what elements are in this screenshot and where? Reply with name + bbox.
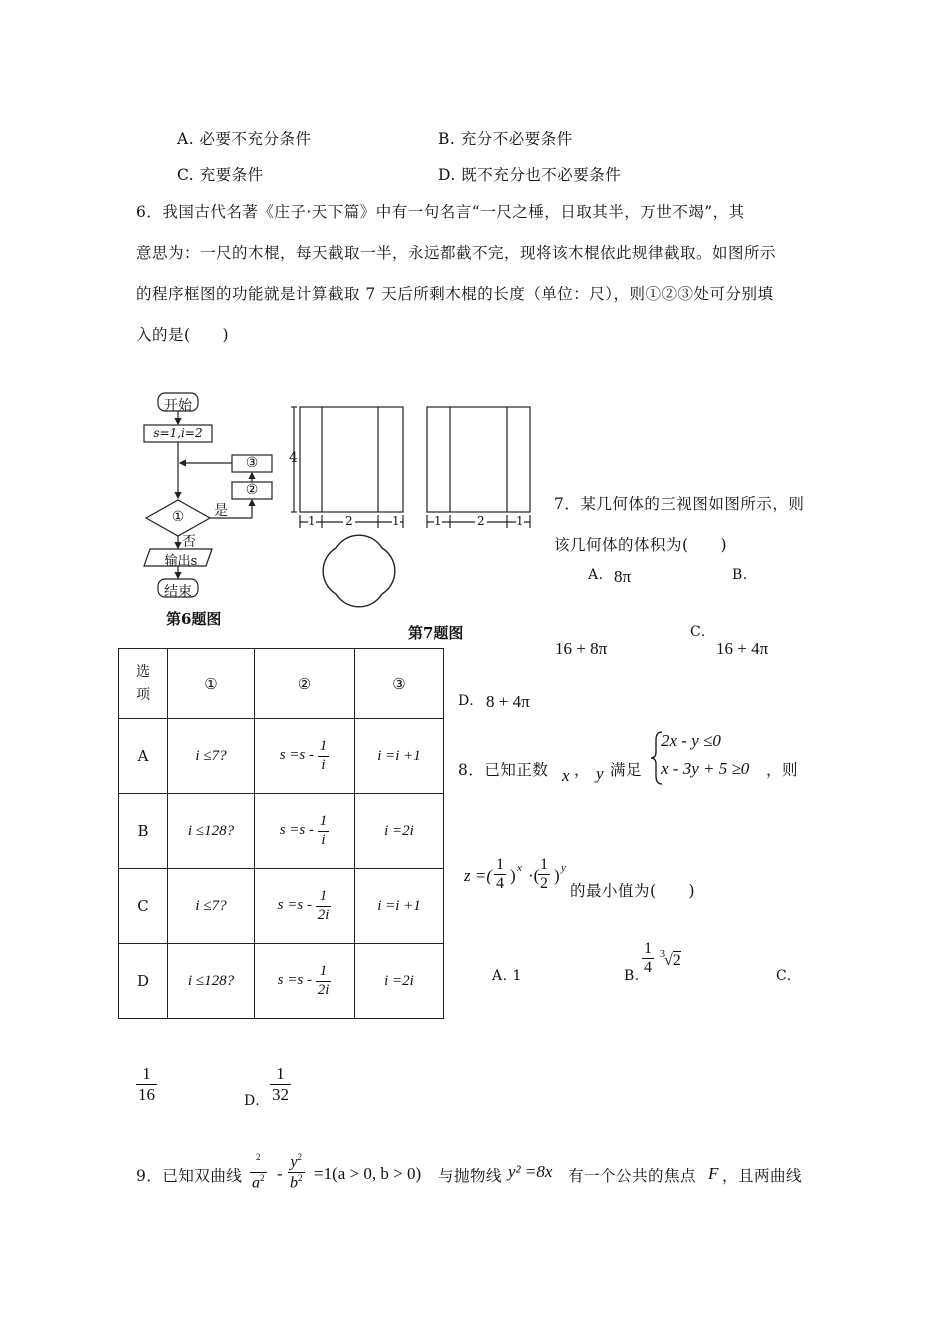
q7-option-b-label: B. xyxy=(732,567,748,583)
q9-b: b xyxy=(290,1174,298,1192)
three-views-figure xyxy=(286,400,536,645)
table-row xyxy=(119,944,444,1019)
q8-option-a: A. 1 xyxy=(492,968,522,984)
q7-option-c-value: 16 + 4π xyxy=(716,639,769,658)
q9-minus: - xyxy=(277,1164,283,1183)
q8-fraction-1 xyxy=(494,856,506,894)
q7-line-1: 7．某几何体的三视图如图所示，则 xyxy=(554,495,805,513)
dim-left-2: 2 xyxy=(345,514,353,528)
q8-option-d-fraction xyxy=(270,1064,291,1104)
q5-option-b: B. 充分不必要条件 xyxy=(438,130,573,148)
q8-f1-num: 1 xyxy=(494,856,506,875)
row-update-pre: s =s - xyxy=(277,972,312,989)
row-step: i =2i xyxy=(355,944,444,1019)
row-cond: i ≤7? xyxy=(168,869,255,944)
flow-box2-label: ② xyxy=(245,482,259,498)
table-row xyxy=(119,869,444,944)
row-update-num: 1 xyxy=(318,738,330,756)
q8-f1-den: 4 xyxy=(496,875,504,893)
q5-option-a: A. 必要不充分条件 xyxy=(177,130,312,148)
q8-c-den: 16 xyxy=(138,1084,155,1104)
q9-condition: =1(a > 0, b > 0) xyxy=(314,1164,422,1183)
q8-suffix: 的最小值为( ) xyxy=(570,882,696,900)
q8-option-b-root: √2 xyxy=(664,952,681,969)
q8-dot: ·( xyxy=(528,866,540,885)
row-label: A xyxy=(119,719,168,794)
figure-6-caption: 第6题图 xyxy=(166,610,222,628)
row-update-num: 1 xyxy=(316,963,332,981)
dim-right-1: 1 xyxy=(434,514,442,528)
q8-f2-num: 1 xyxy=(538,856,550,875)
q8-f2-den: 2 xyxy=(540,875,548,893)
q7-option-b-value: 16 + 8π xyxy=(555,639,608,658)
q9-F: F xyxy=(708,1164,719,1183)
q7-option-c-label: C. xyxy=(690,624,706,640)
dim-left-1: 1 xyxy=(308,514,316,528)
q8-var-y: y xyxy=(596,764,604,783)
table-row xyxy=(119,719,444,794)
q8-prefix: 8．已知正数 xyxy=(458,761,549,779)
table-header-2: ② xyxy=(255,649,355,719)
row-step: i =i +1 xyxy=(355,719,444,794)
q8-exp-y: y xyxy=(561,862,566,874)
q8-option-c-label: C. xyxy=(776,968,792,984)
side-view xyxy=(427,407,530,512)
table-header-label-text: 选 项 xyxy=(136,664,150,703)
q7-option-d-label: D. xyxy=(458,693,475,709)
q8-z-eq: z =( xyxy=(464,866,492,885)
row-cond: i ≤128? xyxy=(168,794,255,869)
row-label: C xyxy=(119,869,168,944)
table-header-3: ③ xyxy=(355,649,444,719)
q6-line-1: 6．我国古代名著《庄子·天下篇》中有一句名言“一尺之棰，日取其半，万世不竭”，其 xyxy=(136,203,745,221)
flow-no-label: 否 xyxy=(182,534,196,550)
q5-option-c: C. 充要条件 xyxy=(177,166,264,184)
table-header-label xyxy=(119,649,168,719)
row-cond: i ≤7? xyxy=(168,719,255,794)
q8-option-b-radicand: 2 xyxy=(672,952,681,969)
q6-line-4: 入的是( ) xyxy=(136,326,230,344)
row-update-num: 1 xyxy=(316,888,332,906)
flow-start-label: 开始 xyxy=(164,398,192,414)
table-header-1: ① xyxy=(168,649,255,719)
q8-b-num: 1 xyxy=(642,940,654,959)
q8-option-d-label: D. xyxy=(244,1093,261,1109)
height-label: 4 xyxy=(289,450,298,466)
top-view xyxy=(323,535,395,607)
q9-fraction-x: $\frac{^2}{a^2}$ xyxy=(252,1152,265,1192)
q8-option-b-label: B. xyxy=(624,968,640,984)
q8-comma: ， xyxy=(574,761,591,779)
q6-line-3: 的程序框图的功能就是计算截取 7 天后所剩木棍的长度（单位：尺），则①②③处可分别填 xyxy=(136,285,774,303)
row-update-den: 2i xyxy=(317,906,330,923)
dim-right-2: 2 xyxy=(477,514,485,528)
flow-box3-label: ③ xyxy=(245,455,259,471)
flow-yes-label: 是 xyxy=(214,503,228,519)
q9-parabola: y² =8x xyxy=(508,1162,553,1181)
q9-mid: 与抛物线 xyxy=(438,1167,503,1185)
row-label: D xyxy=(119,944,168,1019)
row-label: B xyxy=(119,794,168,869)
table-row xyxy=(119,794,444,869)
row-cond: i ≤128? xyxy=(168,944,255,1019)
q8-option-b-root-index: 3 xyxy=(660,949,665,960)
front-view xyxy=(300,407,403,512)
flow-output-label: 输出s xyxy=(164,554,198,569)
q8-var-x: x xyxy=(562,766,570,785)
row-step: i =2i xyxy=(355,794,444,869)
row-update-pre: s =s - xyxy=(279,822,315,839)
q7-option-a-value: 8π xyxy=(614,567,632,586)
q8-satisfy: 满足 xyxy=(610,761,643,779)
row-update-pre: s =s - xyxy=(279,747,315,764)
q9-prefix: 9．已知双曲线 xyxy=(136,1167,243,1185)
q8-inequality-2: x - 3y + 5 ≥0 xyxy=(661,759,750,778)
row-update-pre: s =s - xyxy=(277,897,312,914)
q9-suffix-1: 有一个公共的焦点 xyxy=(568,1167,697,1185)
q9-fraction-y: $\frac{y^2}{b^2}$ xyxy=(290,1152,303,1192)
q6-line-2: 意思为：一尺的木棍，每天截取一半，永远都截不完，现将该木棍依此规律截取。如图所示 xyxy=(136,244,777,262)
dim-right-3: 1 xyxy=(516,514,524,528)
q8-then: ，则 xyxy=(766,761,799,779)
q8-option-b-fraction xyxy=(642,940,654,978)
q5-option-d: D. 既不充分也不必要条件 xyxy=(438,166,622,184)
q8-exp-x: x xyxy=(517,862,522,874)
q8-option-c-fraction xyxy=(136,1064,157,1104)
q7-option-d-value: 8 + 4π xyxy=(486,692,530,711)
q8-c-num: 1 xyxy=(136,1064,157,1085)
row-update-den: i xyxy=(321,756,326,773)
q9-a: a xyxy=(252,1174,260,1192)
q8-d-den: 32 xyxy=(272,1084,289,1104)
row-step: i =i +1 xyxy=(355,869,444,944)
row-update-den: 2i xyxy=(317,981,330,998)
flow-init-label: s=1,i=2 xyxy=(153,426,203,440)
q8-b-den: 4 xyxy=(644,959,652,977)
dim-left-3: 1 xyxy=(392,514,400,528)
row-update-den: i xyxy=(321,831,326,848)
q9-suffix-2: ，且两曲线 xyxy=(722,1167,803,1185)
q7-option-a-label: A. xyxy=(588,567,604,583)
q6-options-table xyxy=(118,648,444,1019)
flow-condition-label: ① xyxy=(171,509,185,525)
q8-d-num: 1 xyxy=(270,1064,291,1085)
q7-line-2: 该几何体的体积为( ) xyxy=(554,536,728,554)
q9-y: y xyxy=(290,1153,298,1171)
q8-fraction-2 xyxy=(538,856,550,894)
q8-inequality-1: 2x - y ≤0 xyxy=(661,731,721,750)
flow-end-label: 结束 xyxy=(164,584,192,600)
figure-7-caption: 第7题图 xyxy=(408,624,464,642)
row-update-num: 1 xyxy=(318,813,330,831)
